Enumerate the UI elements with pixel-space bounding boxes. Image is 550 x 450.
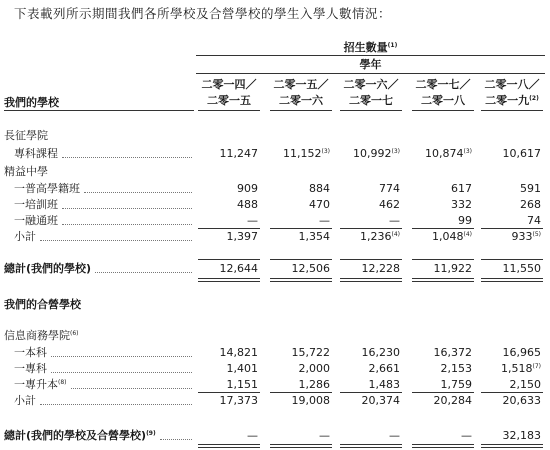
footnote-ref: (3) (463, 148, 472, 155)
subtotal-rule (198, 228, 260, 229)
row-label (4, 165, 48, 178)
table-cell (479, 394, 541, 407)
intro-text: 下表載列所示期間我們各所學校及合營學校的學生入學人數情況： (14, 6, 392, 21)
table-cell (196, 429, 258, 442)
cell-text: 2,153 (440, 362, 472, 375)
total-rule (270, 259, 332, 260)
table-cell (338, 394, 400, 407)
table-cell (268, 429, 330, 442)
table-cell (410, 362, 472, 375)
cell-text: 933 (511, 230, 533, 243)
cell-text: 總計(我們的學校及合營學校) (4, 429, 147, 442)
cell-text: 2,000 (298, 362, 330, 375)
cell-text: 1,354 (298, 230, 330, 243)
table-cell (479, 147, 541, 160)
cell-text: 1,401 (226, 362, 258, 375)
cell-text: 470 (309, 198, 330, 211)
row-label (14, 378, 67, 391)
double-rule (481, 278, 543, 279)
table-cell (196, 147, 258, 160)
cell-text: 12,228 (361, 262, 400, 275)
cell-text: 學年 (359, 58, 382, 71)
table-cell (479, 230, 541, 243)
table-cell (410, 230, 472, 243)
leader-dots (51, 372, 192, 373)
cell-text: 長征學院 (4, 129, 48, 142)
footnote-ref: (4) (391, 231, 400, 238)
cell-text: 2,661 (368, 362, 400, 375)
table-cell (479, 214, 541, 227)
table-cell (268, 362, 330, 375)
cell-text: 1,483 (368, 378, 400, 391)
cell-text: 14,821 (219, 346, 258, 359)
double-rule (340, 281, 402, 282)
cell-text: 488 (237, 198, 258, 211)
cell-text: 12,506 (291, 262, 330, 275)
column-header (338, 94, 404, 107)
header-rule (4, 110, 194, 111)
column-header (268, 78, 334, 91)
table-cell (479, 262, 541, 275)
leader-dots (160, 439, 192, 440)
cell-text: 20,374 (361, 394, 400, 407)
cell-text: 一普高學籍班 (14, 182, 80, 195)
cell-text: 一專科 (14, 362, 47, 375)
footnote-ref: (6) (70, 330, 79, 337)
cell-text: 專科課程 (14, 147, 58, 160)
cell-text: 1,397 (226, 230, 258, 243)
table-cell (410, 394, 472, 407)
double-rule (270, 444, 332, 445)
cell-text: 1,759 (440, 378, 472, 391)
table-cell (479, 429, 541, 442)
footnote-ref: (2) (529, 95, 539, 102)
column-header (410, 94, 476, 107)
cell-text: — (247, 429, 258, 442)
cell-text: 二零一七／ (415, 78, 471, 91)
cell-text: — (319, 214, 330, 227)
table-cell (338, 262, 400, 275)
cell-text: 591 (520, 182, 541, 195)
cell-text: 909 (237, 182, 258, 195)
cell-text: 268 (520, 198, 541, 211)
table-cell (479, 346, 541, 359)
leader-dots (84, 192, 192, 193)
cell-text: 二零一六 (279, 94, 323, 107)
subtotal-rule (340, 392, 402, 393)
cell-text: 二零一八 (421, 94, 465, 107)
cell-text: 774 (379, 182, 400, 195)
cell-text: 一專升本 (14, 378, 58, 391)
cell-text: 74 (527, 214, 541, 227)
footnote-ref: (4) (463, 231, 472, 238)
table-cell (479, 362, 541, 375)
double-rule (412, 281, 474, 282)
row-header (4, 96, 59, 109)
cell-text: 11,922 (433, 262, 472, 275)
subtotal-rule (481, 392, 543, 393)
table-cell (196, 394, 258, 407)
cell-text: 617 (451, 182, 472, 195)
subtotal-rule (198, 392, 260, 393)
subtotal-rule (340, 228, 402, 229)
row-label (14, 198, 58, 211)
cell-text: 462 (379, 198, 400, 211)
cell-text: 二零一五／ (273, 78, 329, 91)
row-label (4, 329, 79, 342)
row-label (14, 230, 36, 243)
cell-text: 11,550 (502, 262, 541, 275)
column-rule (270, 110, 332, 111)
table-cell (196, 346, 258, 359)
table-cell (410, 378, 472, 391)
footnote-ref: (3) (321, 148, 330, 155)
column-header (268, 94, 334, 107)
cell-text: 小計 (14, 394, 36, 407)
row-label (14, 394, 36, 407)
table-cell (410, 198, 472, 211)
table-cell (410, 182, 472, 195)
column-header (338, 78, 404, 91)
cell-text: 二零一六／ (343, 78, 399, 91)
table-cell (338, 198, 400, 211)
column-header (479, 78, 545, 91)
footnote-ref: (3) (391, 148, 400, 155)
cell-text: 1,518 (501, 362, 533, 375)
footnote-ref: (5) (532, 231, 541, 238)
cell-text: 12,644 (219, 262, 258, 275)
table-cell (338, 362, 400, 375)
subtotal-rule (270, 392, 332, 393)
table-cell (338, 147, 400, 160)
total-rule (198, 259, 260, 260)
cell-text: 2,150 (509, 378, 541, 391)
column-rule (412, 110, 474, 111)
cell-text: 17,373 (219, 394, 258, 407)
cell-text: 精益中學 (4, 165, 48, 178)
cell-text: — (389, 214, 400, 227)
table-cell (479, 182, 541, 195)
row-label (14, 346, 47, 359)
table-cell (410, 346, 472, 359)
leader-dots (71, 388, 193, 389)
column-header (479, 94, 545, 107)
cell-text: 99 (458, 214, 472, 227)
cell-text: 11,152 (283, 147, 322, 160)
cell-text: 二零一九 (485, 94, 530, 107)
cell-text: 一本科 (14, 346, 47, 359)
double-rule (481, 281, 543, 282)
table-cell (268, 346, 330, 359)
double-rule (198, 278, 260, 279)
cell-text: 10,617 (502, 147, 541, 160)
cell-text: 二零一八／ (484, 78, 540, 91)
cell-text: 19,008 (291, 394, 330, 407)
row-label (14, 362, 47, 375)
subtotal-rule (481, 228, 543, 229)
table-cell (196, 182, 258, 195)
cell-text: — (319, 429, 330, 442)
cell-text: 信息商務學院 (4, 329, 70, 342)
row-label (4, 429, 156, 442)
cell-text: 10,992 (353, 147, 392, 160)
leader-dots (40, 240, 192, 241)
table-cell (338, 429, 400, 442)
double-rule (198, 447, 260, 448)
table-cell (410, 214, 472, 227)
row-label (14, 214, 58, 227)
row-label (4, 129, 48, 142)
double-rule (412, 444, 474, 445)
cell-text: 1,048 (432, 230, 464, 243)
double-rule (198, 281, 260, 282)
table-cell (268, 182, 330, 195)
cell-text: 20,633 (502, 394, 541, 407)
cell-text: 884 (309, 182, 330, 195)
table-cell (268, 394, 330, 407)
table-cell (196, 230, 258, 243)
cell-text: 1,151 (226, 378, 258, 391)
double-rule (270, 447, 332, 448)
double-rule (340, 278, 402, 279)
table-cell (268, 147, 330, 160)
cell-text: 小計 (14, 230, 36, 243)
cell-text: 11,247 (219, 147, 258, 160)
subtotal-rule (412, 392, 474, 393)
column-header (196, 94, 262, 107)
cell-text: 1,236 (360, 230, 392, 243)
table-cell (338, 378, 400, 391)
cell-text: 二零一七 (349, 94, 393, 107)
double-rule (481, 447, 543, 448)
row-label (14, 182, 80, 195)
table-cell (338, 214, 400, 227)
header-rule (196, 73, 545, 74)
column-rule (340, 110, 402, 111)
leader-dots (62, 208, 192, 209)
cell-text: 我們的學校 (4, 96, 59, 109)
cell-text: 二零一四／ (201, 78, 257, 91)
table-cell (268, 214, 330, 227)
table-cell (410, 429, 472, 442)
table-cell (338, 230, 400, 243)
row-label (4, 298, 81, 311)
cell-text: 一融通班 (14, 214, 58, 227)
subtotal-rule (270, 228, 332, 229)
table-cell (410, 147, 472, 160)
double-rule (481, 444, 543, 445)
table-cell (479, 198, 541, 211)
cell-text: 總計(我們的學校) (4, 262, 92, 275)
table-cell (196, 378, 258, 391)
cell-text: 32,183 (502, 429, 541, 442)
double-rule (340, 447, 402, 448)
footnote-ref: (8) (58, 379, 67, 386)
cell-text: 我們的合營學校 (4, 298, 81, 311)
table-cell (268, 198, 330, 211)
footnote-ref: (1) (387, 42, 398, 49)
leader-dots (40, 404, 192, 405)
cell-text: 二零一五 (207, 94, 251, 107)
cell-text: — (247, 214, 258, 227)
double-rule (270, 278, 332, 279)
leader-dots (62, 224, 192, 225)
double-rule (270, 281, 332, 282)
header-rule (196, 55, 545, 56)
total-rule (412, 259, 474, 260)
subtotal-rule (412, 228, 474, 229)
footnote-ref: (9) (146, 430, 156, 437)
column-rule (198, 110, 260, 111)
double-rule (340, 444, 402, 445)
column-rule (481, 110, 543, 111)
group-header (196, 41, 545, 54)
table-cell (338, 182, 400, 195)
cell-text: 招生數量 (343, 41, 388, 54)
cell-text: 1,286 (298, 378, 330, 391)
cell-text: 20,284 (433, 394, 472, 407)
table-cell (268, 378, 330, 391)
cell-text: 16,965 (502, 346, 541, 359)
total-rule (481, 259, 543, 260)
subgroup-header (196, 58, 545, 71)
table-cell (479, 378, 541, 391)
cell-text: 一培訓班 (14, 198, 58, 211)
table-cell (196, 362, 258, 375)
leader-dots (51, 356, 192, 357)
cell-text: — (461, 429, 472, 442)
cell-text: 332 (451, 198, 472, 211)
leader-dots (62, 157, 192, 158)
table-cell (196, 198, 258, 211)
column-header (196, 78, 262, 91)
table-cell (338, 346, 400, 359)
table-cell (410, 262, 472, 275)
double-rule (412, 447, 474, 448)
leader-dots (95, 272, 192, 273)
cell-text: — (389, 429, 400, 442)
table-cell (268, 262, 330, 275)
cell-text: 16,372 (433, 346, 472, 359)
cell-text: 15,722 (291, 346, 330, 359)
column-header (410, 78, 476, 91)
cell-text: 16,230 (361, 346, 400, 359)
total-rule (340, 259, 402, 260)
footnote-ref: (7) (532, 363, 541, 370)
row-label (4, 262, 91, 275)
double-rule (198, 444, 260, 445)
table-cell (196, 214, 258, 227)
table-cell (268, 230, 330, 243)
row-label (14, 147, 58, 160)
double-rule (412, 278, 474, 279)
table-cell (196, 262, 258, 275)
cell-text: 10,874 (425, 147, 464, 160)
